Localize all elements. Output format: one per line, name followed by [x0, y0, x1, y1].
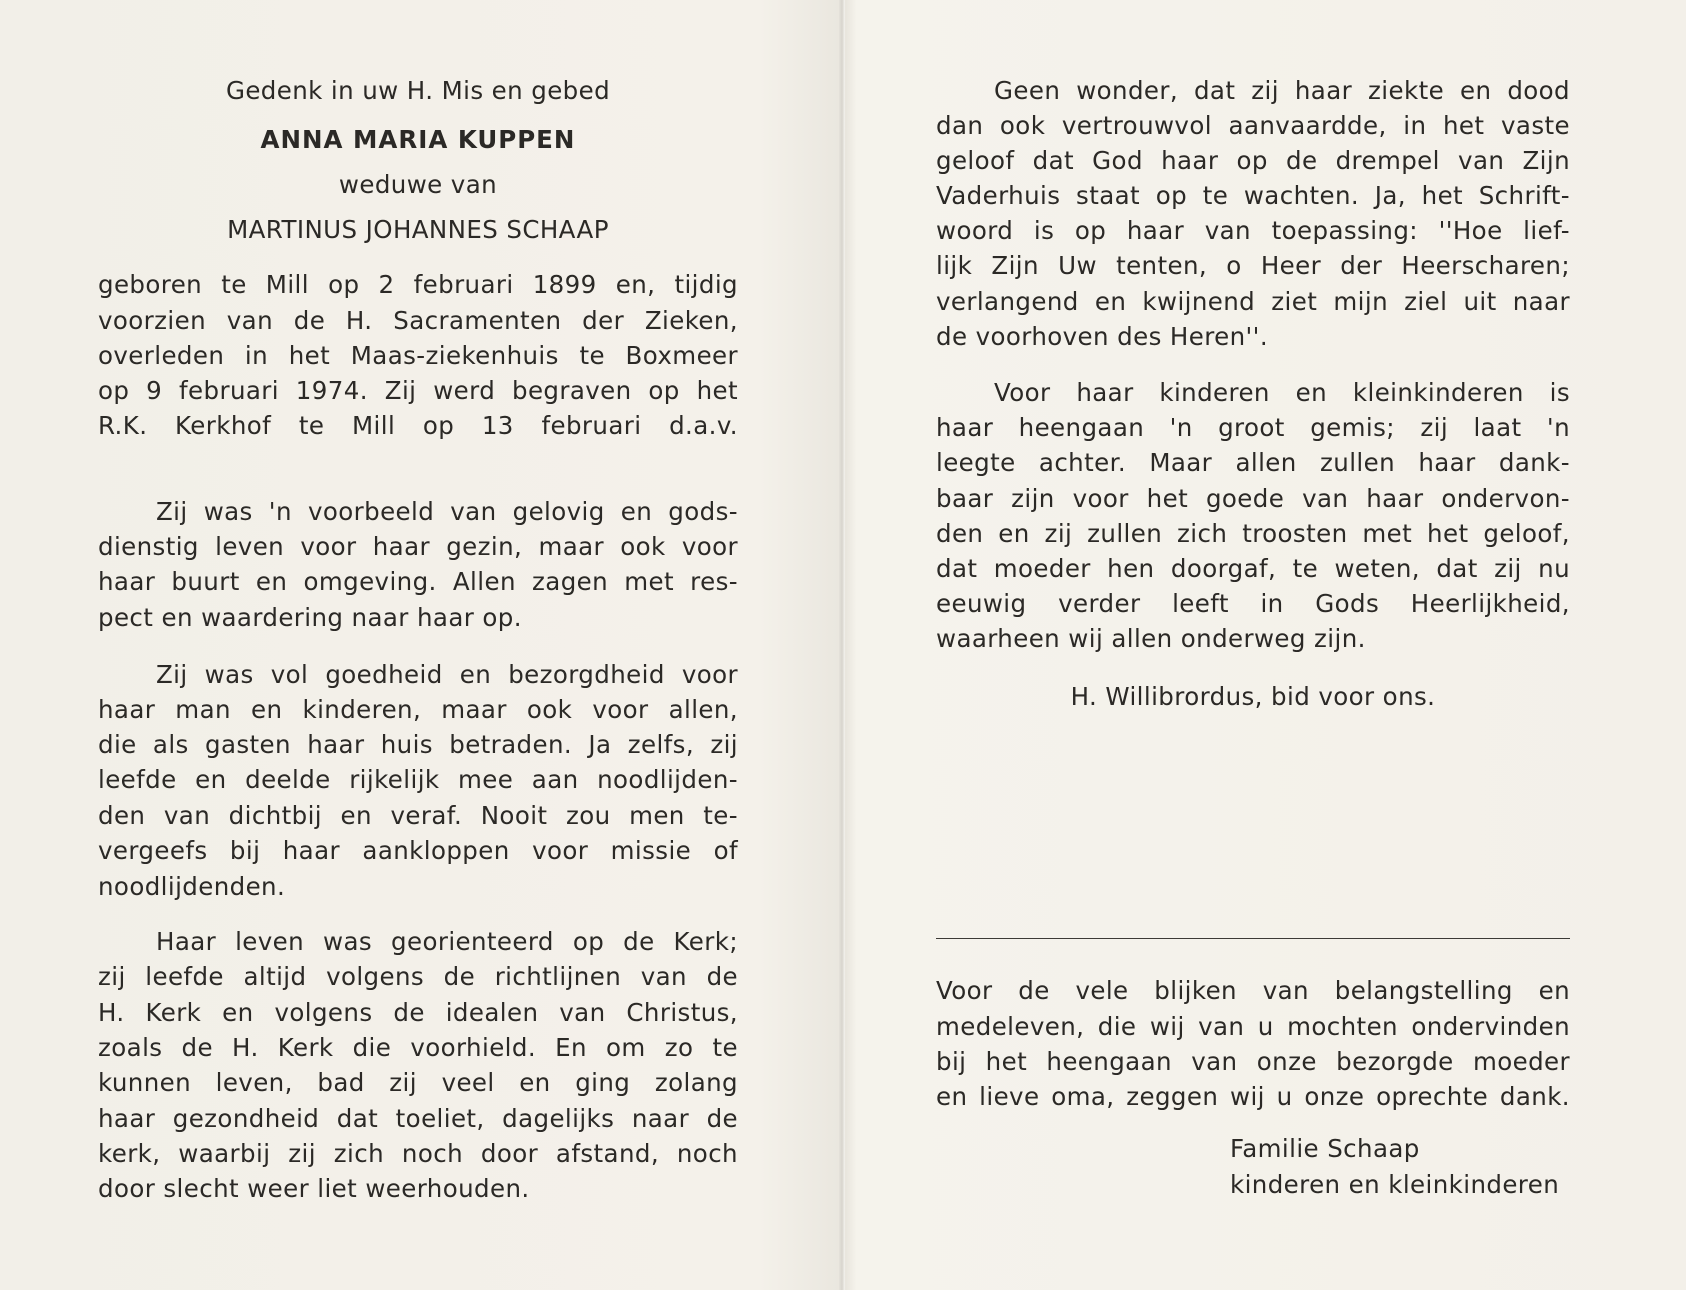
text-line: geloof dat God haar op de drempel van Zijn — [936, 146, 1570, 175]
prayer-line: H. Willibrordus, bid voor ons. — [1070, 682, 1436, 711]
text-line: geboren te Mill op 2 februari 1899 en, tijdig — [98, 270, 738, 299]
text-line: bij het heengaan van onze bezorgde moeder — [936, 1047, 1570, 1076]
text-line: haar buurt en omgeving. Allen zagen met res- — [98, 567, 738, 596]
text-line: voorzien van de H. Sacramenten der Zieken, — [98, 306, 738, 335]
text-line: Vaderhuis staat op te wachten. Ja, het Schrift- — [936, 181, 1570, 210]
text-line: noodlijdenden. — [98, 872, 286, 901]
text-line: dienstig leven voor haar gezin, maar ook voor — [98, 532, 738, 561]
text-line: zij leefde altijd volgens de richtlijnen van de — [98, 962, 738, 991]
text-line: den en zij zullen zich troosten met het geloof, — [936, 519, 1570, 548]
divider-rule — [936, 938, 1570, 939]
text-line: den van dichtbij en veraf. Nooit zou men te- — [98, 801, 738, 830]
right-page — [936, 0, 1570, 1290]
text-line: medeleven, die wij van u mochten ondervinden — [936, 1012, 1570, 1041]
card-fold — [839, 0, 845, 1290]
signature-family: Familie Schaap — [1230, 1134, 1420, 1163]
text-line: baar zijn voor het goede van haar ondervon- — [936, 484, 1570, 513]
widow-of-label: weduwe van — [338, 170, 498, 199]
text-line: en lieve oma, zeggen wij u onze oprechte dank. — [936, 1082, 1570, 1111]
text-line: haar gezondheid dat toeliet, dagelijks naar de — [98, 1104, 738, 1133]
signature-block — [1230, 1131, 1570, 1203]
deceased-name: ANNA MARIA KUPPEN — [260, 125, 576, 154]
text-line: verlangend en kwijnend ziet mijn ziel uit naar — [936, 287, 1570, 316]
text-line: dat moeder hen doorgaf, te weten, dat zij nu — [936, 554, 1570, 583]
text-line: Voor de vele blijken van belangstelling en — [936, 976, 1570, 1005]
text-line: waarheen wij allen onderweg zijn. — [936, 624, 1366, 653]
text-line: pect en waardering naar haar op. — [98, 603, 522, 632]
text-line: Zij was vol goedheid en bezorgdheid voor — [156, 660, 738, 689]
text-line: haar man en kinderen, maar ook voor allen, — [98, 695, 738, 724]
text-line: de voorhoven des Heren''. — [936, 322, 1269, 351]
text-line: kerk, waarbij zij zich noch door afstand, noch — [98, 1139, 738, 1168]
text-line: kunnen leven, bad zij veel en ging zolang — [98, 1068, 738, 1097]
text-line: R.K. Kerkhof te Mill op 13 februari d.a.v. — [98, 411, 738, 440]
text-line: haar heengaan 'n groot gemis; zij laat 'n — [936, 413, 1570, 442]
husband-name: MARTINUS JOHANNES SCHAAP — [227, 215, 609, 244]
text-line: Geen wonder, dat zij haar ziekte en dood — [994, 76, 1570, 105]
text-line: op 9 februari 1974. Zij werd begraven op het — [98, 376, 738, 405]
text-line: leegte achter. Maar allen zullen haar dank- — [936, 448, 1570, 477]
left-page — [98, 0, 738, 1290]
text-line: leefde en deelde rijkelijk mee aan noodlijden- — [98, 765, 738, 794]
text-line: zoals de H. Kerk die voorhield. En om zo te — [98, 1033, 738, 1062]
text-line: woord is op haar van toepassing: ''Hoe lief- — [936, 216, 1570, 245]
text-line: H. Kerk en volgens de idealen van Christus, — [98, 998, 738, 1027]
text-line: Haar leven was georienteerd op de Kerk; — [156, 927, 738, 956]
text-line: eeuwig verder leeft in Gods Heerlijkheid, — [936, 589, 1570, 618]
text-line: overleden in het Maas-ziekenhuis te Boxmeer — [98, 341, 738, 370]
text-line: vergeefs bij haar aankloppen voor missie of — [98, 836, 738, 865]
text-line: die als gasten haar huis betraden. Ja zelfs, zij — [98, 730, 738, 759]
text-line: lijk Zijn Uw tenten, o Heer der Heerscharen; — [936, 251, 1570, 280]
signature-children: kinderen en kleinkinderen — [1230, 1170, 1560, 1199]
text-line: Voor haar kinderen en kleinkinderen is — [994, 378, 1570, 407]
text-line: Zij was 'n voorbeeld van gelovig en gods- — [156, 497, 738, 526]
text-line: door slecht weer liet weerhouden. — [98, 1174, 530, 1203]
memorial-intro: Gedenk in uw H. Mis en gebed — [225, 76, 611, 105]
text-line: dan ook vertrouwvol aanvaardde, in het vaste — [936, 111, 1570, 140]
